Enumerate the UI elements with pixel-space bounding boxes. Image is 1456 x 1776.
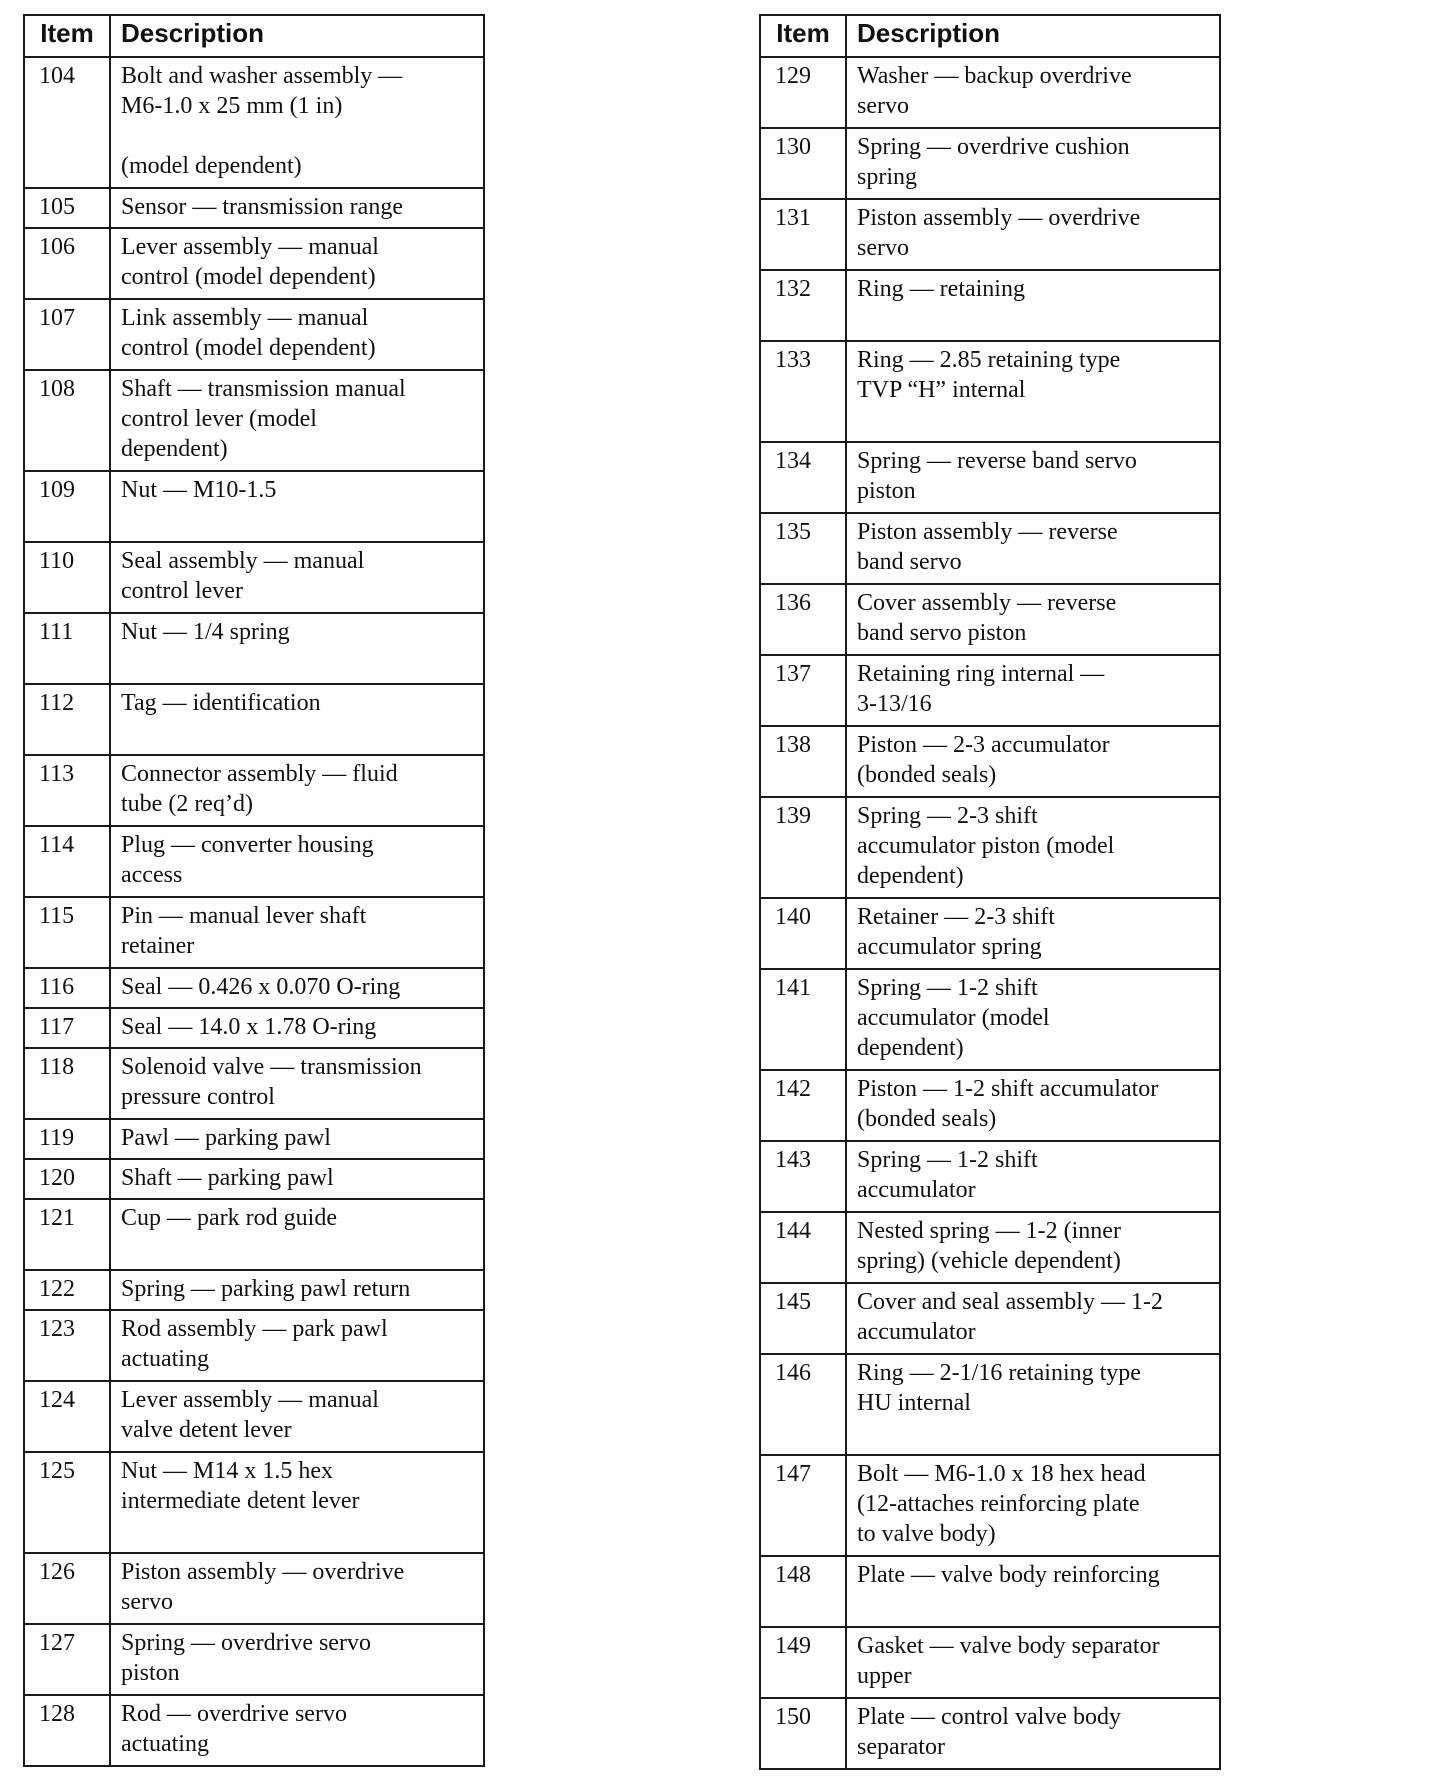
description-text: Piston assembly — overdrive servo xyxy=(857,205,1141,261)
item-number: 139 xyxy=(760,797,846,898)
item-description xyxy=(110,370,484,471)
table-row xyxy=(24,1381,484,1452)
item-description xyxy=(846,1141,1220,1212)
item-description xyxy=(110,1008,484,1048)
table-row xyxy=(24,1159,484,1199)
table-row xyxy=(760,270,1220,341)
item-number: 127 xyxy=(24,1624,110,1695)
table-row xyxy=(24,1695,484,1766)
description-text: Plate — valve body reinforcing xyxy=(857,1562,1160,1588)
item-number: 122 xyxy=(24,1270,110,1310)
item-number: 121 xyxy=(24,1199,110,1270)
item-number: 147 xyxy=(760,1455,846,1556)
description-text: Retainer — 2-3 shift accumulator spring xyxy=(857,904,1055,960)
table-row xyxy=(24,370,484,471)
table-row xyxy=(760,969,1220,1070)
description-text: Ring — retaining xyxy=(857,276,1025,302)
item-number: 125 xyxy=(24,1452,110,1553)
item-description xyxy=(110,1624,484,1695)
item-number: 124 xyxy=(24,1381,110,1452)
item-description xyxy=(110,1048,484,1119)
item-description xyxy=(110,613,484,684)
table-row xyxy=(760,57,1220,128)
description-text: Ring — 2.85 retaining type TVP “H” internal xyxy=(857,347,1121,403)
item-description xyxy=(110,542,484,613)
item-description xyxy=(110,1452,484,1553)
item-description xyxy=(846,584,1220,655)
item-column-header: Item xyxy=(760,15,846,57)
table-header-row xyxy=(760,15,1220,57)
description-text: Seal — 0.426 x 0.070 O-ring xyxy=(121,974,401,1000)
item-description xyxy=(846,969,1220,1070)
table-row xyxy=(24,1048,484,1119)
item-description xyxy=(110,684,484,755)
description-text: Connector assembly — fluid tube (2 req’d) xyxy=(121,761,398,817)
table-row xyxy=(24,1553,484,1624)
item-number: 118 xyxy=(24,1048,110,1119)
table-row xyxy=(24,1270,484,1310)
table-row xyxy=(24,684,484,755)
item-number: 134 xyxy=(760,442,846,513)
table-row xyxy=(760,797,1220,898)
description-text: Pawl — parking pawl xyxy=(121,1125,331,1151)
item-number: 106 xyxy=(24,228,110,299)
item-number: 123 xyxy=(24,1310,110,1381)
table-row xyxy=(24,471,484,542)
parts-table-left xyxy=(23,14,485,1767)
description-text: Plate — control valve body separator xyxy=(857,1704,1121,1760)
description-text: Spring — 1-2 shift accumulator (model dependent) xyxy=(857,975,1050,1061)
table-row xyxy=(760,1354,1220,1455)
item-number: 114 xyxy=(24,826,110,897)
item-number: 145 xyxy=(760,1283,846,1354)
description-text: Rod assembly — park pawl actuating xyxy=(121,1316,388,1372)
table-row xyxy=(760,442,1220,513)
item-description xyxy=(110,1695,484,1766)
description-text: Solenoid valve — transmission pressure control xyxy=(121,1054,422,1110)
description-text: Retaining ring internal — 3-13/16 xyxy=(857,661,1105,717)
item-number: 138 xyxy=(760,726,846,797)
item-description xyxy=(846,1283,1220,1354)
description-text: Piston — 2-3 accumulator (bonded seals) xyxy=(857,732,1110,788)
item-number: 104 xyxy=(24,57,110,188)
item-number: 136 xyxy=(760,584,846,655)
table-row xyxy=(24,613,484,684)
item-number: 133 xyxy=(760,341,846,442)
item-number: 128 xyxy=(24,1695,110,1766)
table-row xyxy=(760,1141,1220,1212)
item-description xyxy=(110,826,484,897)
item-number: 150 xyxy=(760,1698,846,1769)
description-text: Cover assembly — reverse band servo piston xyxy=(857,590,1117,646)
description-column-header: Description xyxy=(846,15,1220,57)
item-description xyxy=(846,513,1220,584)
item-description xyxy=(110,299,484,370)
item-number: 131 xyxy=(760,199,846,270)
table-row xyxy=(760,199,1220,270)
table-row xyxy=(760,1070,1220,1141)
description-text: Rod — overdrive servo actuating xyxy=(121,1701,347,1757)
item-number: 109 xyxy=(24,471,110,542)
description-text: Spring — 2-3 shift accumulator piston (model dependent) xyxy=(857,803,1115,889)
table-row xyxy=(24,299,484,370)
description-text: Seal — 14.0 x 1.78 O-ring xyxy=(121,1014,377,1040)
table-row xyxy=(24,1008,484,1048)
description-text: Gasket — valve body separator upper xyxy=(857,1633,1160,1689)
item-number: 105 xyxy=(24,188,110,228)
table-row xyxy=(760,1556,1220,1627)
description-text: Lever assembly — manual control (model dependent) xyxy=(121,234,379,290)
description-text: Ring — 2-1/16 retaining type HU internal xyxy=(857,1360,1141,1416)
table-row xyxy=(24,188,484,228)
item-description xyxy=(846,270,1220,341)
table-row xyxy=(24,897,484,968)
item-number: 132 xyxy=(760,270,846,341)
description-text: Piston — 1-2 shift accumulator (bonded seals) xyxy=(857,1076,1159,1132)
table-row xyxy=(24,57,484,188)
item-description xyxy=(846,797,1220,898)
table-row xyxy=(760,1627,1220,1698)
table-row xyxy=(24,968,484,1008)
item-column-header: Item xyxy=(24,15,110,57)
item-description xyxy=(846,1070,1220,1141)
item-description xyxy=(846,442,1220,513)
description-text: Bolt and washer assembly — M6-1.0 x 25 mm (1 in) (model dependent) xyxy=(121,63,403,179)
table-row xyxy=(24,542,484,613)
table-row xyxy=(760,128,1220,199)
table-row xyxy=(760,1212,1220,1283)
item-description xyxy=(846,128,1220,199)
description-text: Piston assembly — reverse band servo xyxy=(857,519,1118,575)
table-row xyxy=(24,1452,484,1553)
item-number: 130 xyxy=(760,128,846,199)
description-text: Seal assembly — manual control lever xyxy=(121,548,365,604)
item-number: 141 xyxy=(760,969,846,1070)
item-description xyxy=(110,897,484,968)
item-description xyxy=(846,1627,1220,1698)
item-description xyxy=(846,1212,1220,1283)
table-row xyxy=(760,726,1220,797)
item-number: 117 xyxy=(24,1008,110,1048)
description-text: Shaft — transmission manual control lever (model dependent) xyxy=(121,376,406,462)
item-number: 144 xyxy=(760,1212,846,1283)
item-number: 113 xyxy=(24,755,110,826)
table-row xyxy=(760,584,1220,655)
table-row xyxy=(24,826,484,897)
item-description xyxy=(110,1270,484,1310)
description-text: Lever assembly — manual valve detent lever xyxy=(121,1387,379,1443)
description-text: Spring — reverse band servo piston xyxy=(857,448,1137,504)
table-row xyxy=(24,228,484,299)
table-row xyxy=(760,513,1220,584)
description-text: Spring — overdrive cushion spring xyxy=(857,134,1130,190)
description-text: Washer — backup overdrive servo xyxy=(857,63,1132,119)
item-number: 119 xyxy=(24,1119,110,1159)
item-number: 142 xyxy=(760,1070,846,1141)
description-text: Spring — 1-2 shift accumulator xyxy=(857,1147,1038,1203)
parts-table-right xyxy=(759,14,1221,1770)
item-description xyxy=(846,57,1220,128)
description-text: Cup — park rod guide xyxy=(121,1205,337,1231)
description-text: Nut — M10-1.5 xyxy=(121,477,277,503)
description-text: Nut — M14 x 1.5 hex intermediate detent lever xyxy=(121,1458,360,1514)
item-description xyxy=(110,1310,484,1381)
description-text: Spring — parking pawl return xyxy=(121,1276,411,1302)
item-description xyxy=(846,726,1220,797)
table-row xyxy=(760,341,1220,442)
description-text: Pin — manual lever shaft retainer xyxy=(121,903,367,959)
table-row xyxy=(24,1624,484,1695)
description-text: Plug — converter housing access xyxy=(121,832,374,888)
item-description xyxy=(110,1119,484,1159)
item-description xyxy=(846,1455,1220,1556)
item-description xyxy=(110,1553,484,1624)
item-description xyxy=(110,188,484,228)
item-number: 126 xyxy=(24,1553,110,1624)
item-number: 112 xyxy=(24,684,110,755)
item-number: 149 xyxy=(760,1627,846,1698)
item-number: 120 xyxy=(24,1159,110,1199)
table-row xyxy=(760,655,1220,726)
item-description xyxy=(846,1354,1220,1455)
description-text: Shaft — parking pawl xyxy=(121,1165,334,1191)
description-text: Tag — identification xyxy=(121,690,321,716)
table-row xyxy=(760,1283,1220,1354)
description-text: Link assembly — manual control (model dependent) xyxy=(121,305,376,361)
item-description xyxy=(110,1199,484,1270)
item-description xyxy=(110,1381,484,1452)
item-description xyxy=(110,968,484,1008)
table-header-row xyxy=(24,15,484,57)
description-text: Spring — overdrive servo piston xyxy=(121,1630,371,1686)
item-number: 115 xyxy=(24,897,110,968)
item-number: 110 xyxy=(24,542,110,613)
item-description xyxy=(846,655,1220,726)
description-text: Cover and seal assembly — 1-2 accumulator xyxy=(857,1289,1163,1345)
item-description xyxy=(110,755,484,826)
item-number: 129 xyxy=(760,57,846,128)
description-text: Nested spring — 1-2 (inner spring) (vehicle dependent) xyxy=(857,1218,1121,1274)
table-row xyxy=(760,898,1220,969)
description-text: Bolt — M6-1.0 x 18 hex head (12-attaches reinforcing plate to valve body) xyxy=(857,1461,1146,1547)
item-description xyxy=(846,199,1220,270)
item-number: 108 xyxy=(24,370,110,471)
item-number: 135 xyxy=(760,513,846,584)
table-row xyxy=(24,1119,484,1159)
description-text: Piston assembly — overdrive servo xyxy=(121,1559,405,1615)
item-description xyxy=(110,228,484,299)
description-column-header: Description xyxy=(110,15,484,57)
item-number: 146 xyxy=(760,1354,846,1455)
description-text: Nut — 1/4 spring xyxy=(121,619,290,645)
item-number: 107 xyxy=(24,299,110,370)
table-row xyxy=(760,1455,1220,1556)
item-description xyxy=(846,898,1220,969)
table-row xyxy=(24,755,484,826)
item-number: 116 xyxy=(24,968,110,1008)
item-number: 148 xyxy=(760,1556,846,1627)
table-row xyxy=(24,1199,484,1270)
table-row xyxy=(24,1310,484,1381)
description-text: Sensor — transmission range xyxy=(121,194,403,220)
item-number: 137 xyxy=(760,655,846,726)
item-number: 111 xyxy=(24,613,110,684)
item-description xyxy=(846,1556,1220,1627)
item-description xyxy=(110,57,484,188)
item-description xyxy=(110,1159,484,1199)
item-description xyxy=(110,471,484,542)
item-number: 143 xyxy=(760,1141,846,1212)
item-description xyxy=(846,1698,1220,1769)
item-number: 140 xyxy=(760,898,846,969)
item-description xyxy=(846,341,1220,442)
table-row xyxy=(760,1698,1220,1769)
